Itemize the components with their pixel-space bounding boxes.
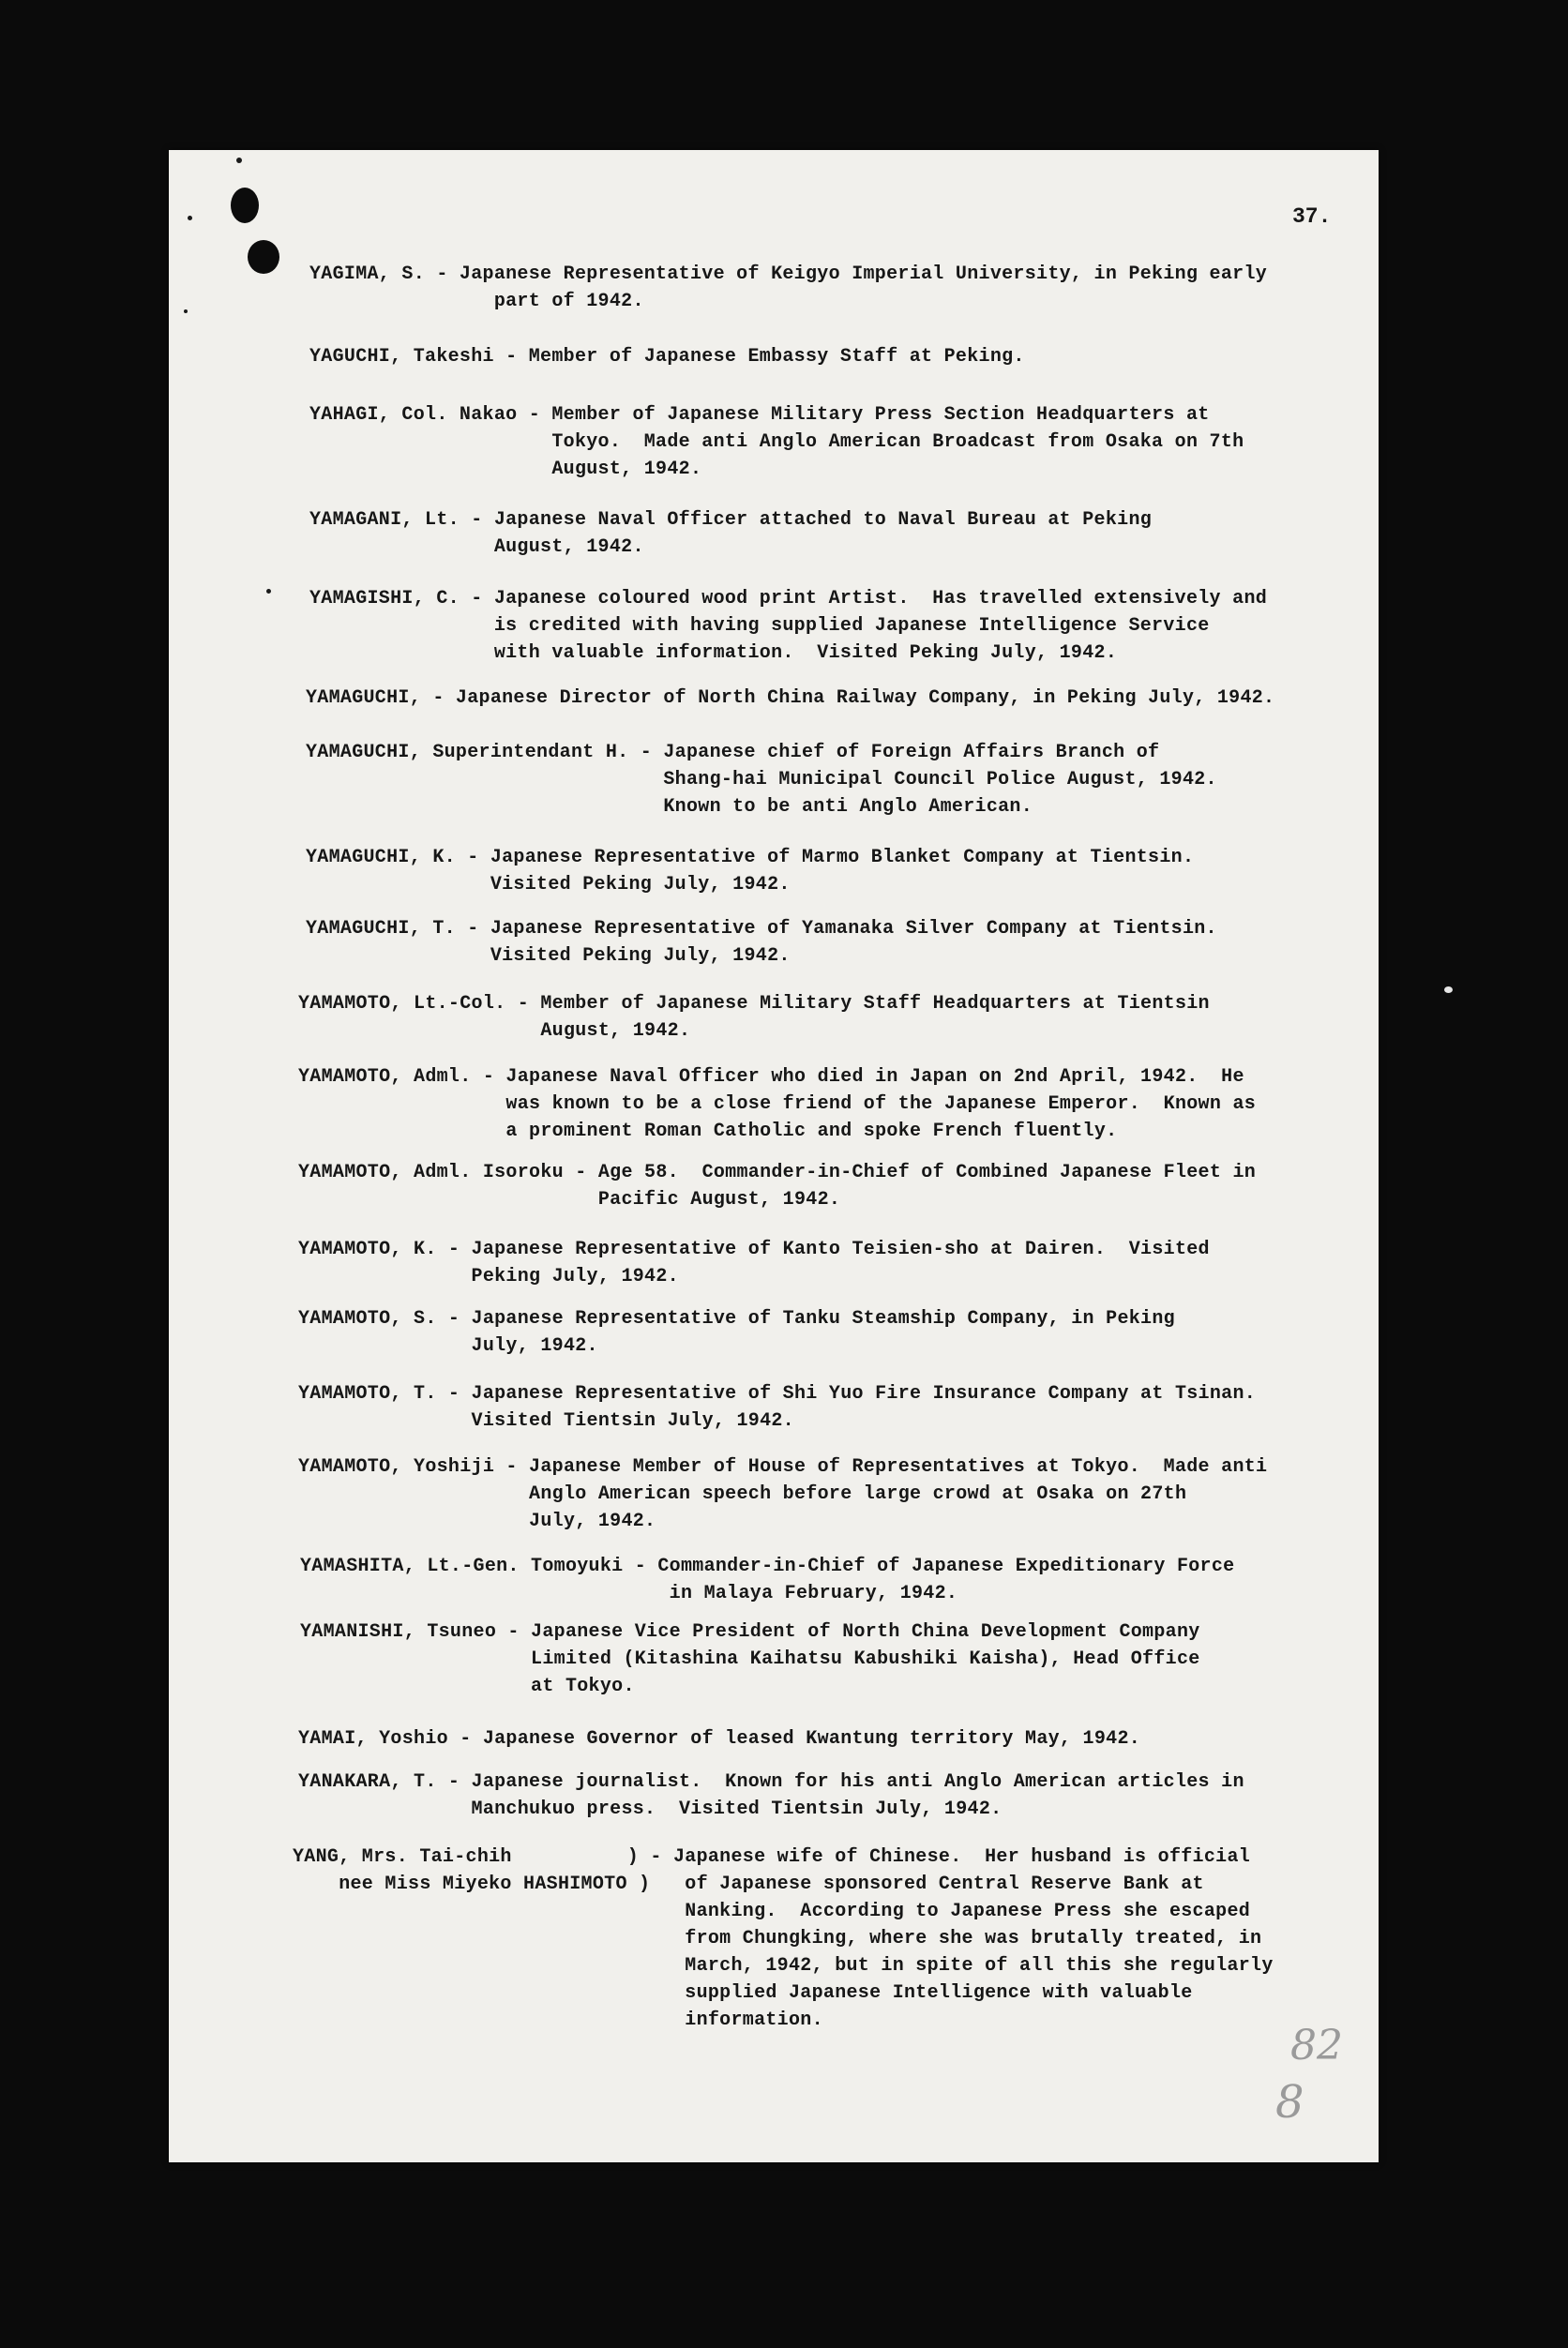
register-entry — [309, 585, 1267, 667]
ink-speck — [1444, 986, 1453, 993]
entry-line: YAMAMOTO, Adml. Isoroku - Age 58. Commander-in-Chief of Combined Japanese Fleet in — [298, 1162, 1257, 1183]
entry-line: YAMAGUCHI, - Japanese Director of North China Railway Company, in Peking July, 1942. — [306, 687, 1275, 709]
entry-line: July, 1942. — [298, 1335, 598, 1357]
entry-line: July, 1942. — [298, 1511, 656, 1532]
register-entry — [306, 739, 1217, 820]
register-entry — [293, 1844, 1274, 2034]
entry-line: is credited with having supplied Japanese Intelligence Service — [309, 615, 1210, 637]
entry-line: YAMAMOTO, Yoshiji - Japanese Member of House of Representatives at Tokyo. Made anti — [298, 1456, 1268, 1478]
entry-line: YAMAMOTO, T. - Japanese Representative of Shi Yuo Fire Insurance Company at Tsinan. — [298, 1383, 1257, 1405]
page-number: 37. — [1292, 204, 1332, 229]
register-entry — [300, 1618, 1200, 1700]
entry-line: YAMAGUCHI, K. - Japanese Representative of Marmo Blanket Company at Tientsin. — [306, 847, 1195, 868]
register-entry — [309, 506, 1152, 561]
entry-line: information. — [293, 2009, 823, 2031]
entry-line: YAGUCHI, Takeshi - Member of Japanese Embassy Staff at Peking. — [309, 346, 1025, 368]
register-entry — [298, 1453, 1267, 1535]
entry-line: YAMAGUCHI, Superintendant H. - Japanese chief of Foreign Affairs Branch of — [306, 742, 1160, 763]
entry-line: YAMASHITA, Lt.-Gen. Tomoyuki - Commander-in-Chief of Japanese Expeditionary Force — [300, 1556, 1235, 1577]
entry-line: Tokyo. Made anti Anglo American Broadcast from Osaka on 7th — [309, 431, 1244, 453]
entry-line: YAGIMA, S. - Japanese Representative of Keigyo Imperial University, in Peking early — [309, 263, 1268, 285]
entry-line: part of 1942. — [309, 291, 644, 312]
entry-line: Visited Peking July, 1942. — [306, 945, 791, 967]
handwritten-folio-number: 82 — [1290, 2022, 1343, 2070]
ink-speck — [236, 158, 242, 163]
entry-line: Known to be anti Anglo American. — [306, 796, 1033, 818]
entry-line: was known to be a close friend of the Japanese Emperor. Known as — [298, 1093, 1257, 1115]
entry-line: Manchukuo press. Visited Tientsin July, 1942. — [298, 1799, 1003, 1820]
punch-hole-lower — [248, 240, 279, 274]
register-entry — [298, 1725, 1140, 1753]
entry-line: nee Miss Miyeko HASHIMOTO ) of Japanese sponsored Central Reserve Bank at — [293, 1874, 1204, 1895]
entry-line: YAMAMOTO, Adml. - Japanese Naval Officer who died in Japan on 2nd April, 1942. He — [298, 1066, 1244, 1088]
register-entry — [298, 1236, 1210, 1290]
register-entry — [298, 1063, 1256, 1145]
register-entry — [309, 401, 1244, 483]
entry-line: from Chungking, where she was brutally treated, in — [293, 1928, 1262, 1949]
entry-line: YAMAMOTO, S. - Japanese Representative of Tanku Steamship Company, in Peking — [298, 1308, 1175, 1330]
register-entry — [298, 1159, 1256, 1213]
entry-line: YAMAGISHI, C. - Japanese coloured wood print Artist. Has travelled extensively and — [309, 588, 1268, 610]
entry-line: Pacific August, 1942. — [298, 1189, 841, 1211]
register-entry — [298, 1769, 1244, 1823]
entry-line: August, 1942. — [298, 1020, 691, 1042]
entry-line: YAMAMOTO, Lt.-Col. - Member of Japanese Military Staff Headquarters at Tientsin — [298, 993, 1210, 1015]
entry-line: at Tokyo. — [300, 1676, 635, 1697]
entry-line: a prominent Roman Catholic and spoke French fluently. — [298, 1121, 1118, 1142]
register-entry — [306, 915, 1217, 970]
entry-line: supplied Japanese Intelligence with valuable — [293, 1982, 1193, 2004]
register-entry — [298, 1305, 1175, 1360]
entry-line: with valuable information. Visited Peking July, 1942. — [309, 642, 1118, 664]
ink-speck — [266, 589, 271, 594]
entry-line: Visited Peking July, 1942. — [306, 874, 791, 896]
entry-line: August, 1942. — [309, 536, 644, 558]
entry-line: Visited Tientsin July, 1942. — [298, 1410, 794, 1432]
entry-line: YANG, Mrs. Tai-chih ) - Japanese wife of Chinese. Her husband is official — [293, 1846, 1251, 1868]
entry-line: Nanking. According to Japanese Press she escaped — [293, 1901, 1251, 1922]
ink-speck — [188, 216, 192, 220]
register-entry — [298, 1380, 1256, 1435]
register-entry — [300, 1553, 1234, 1607]
register-entry — [309, 343, 1025, 370]
entry-line: August, 1942. — [309, 459, 702, 480]
entry-line: YANAKARA, T. - Japanese journalist. Known for his anti Anglo American articles in — [298, 1771, 1244, 1793]
entry-line: YAMAGANI, Lt. - Japanese Naval Officer attached to Naval Bureau at Peking — [309, 509, 1153, 531]
register-entry — [306, 844, 1194, 898]
handwritten-mark: 8 — [1275, 2076, 1304, 2129]
entry-line: YAMANISHI, Tsuneo - Japanese Vice President of North China Development Company — [300, 1621, 1200, 1643]
entry-line: in Malaya February, 1942. — [300, 1583, 958, 1604]
entry-line: Anglo American speech before large crowd at Osaka on 27th — [298, 1483, 1187, 1505]
entry-line: March, 1942, but in spite of all this she regularly — [293, 1955, 1274, 1977]
register-entry — [306, 685, 1274, 712]
register-entry — [309, 261, 1267, 315]
entry-line: Limited (Kitashina Kaihatsu Kabushiki Kaisha), Head Office — [300, 1648, 1200, 1670]
entry-line: Shang-hai Municipal Council Police August, 1942. — [306, 769, 1217, 790]
entry-line: YAMAGUCHI, T. - Japanese Representative of Yamanaka Silver Company at Tientsin. — [306, 918, 1217, 940]
punch-hole-upper — [231, 188, 259, 223]
entry-line: YAMAI, Yoshio - Japanese Governor of leased Kwantung territory May, 1942. — [298, 1728, 1141, 1750]
entry-line: YAMAMOTO, K. - Japanese Representative of Kanto Teisien-sho at Dairen. Visited — [298, 1239, 1210, 1260]
entry-line: YAHAGI, Col. Nakao - Member of Japanese Military Press Section Headquarters at — [309, 404, 1210, 426]
ink-speck — [184, 309, 188, 313]
entry-line: Peking July, 1942. — [298, 1266, 679, 1287]
register-entry — [298, 990, 1210, 1045]
